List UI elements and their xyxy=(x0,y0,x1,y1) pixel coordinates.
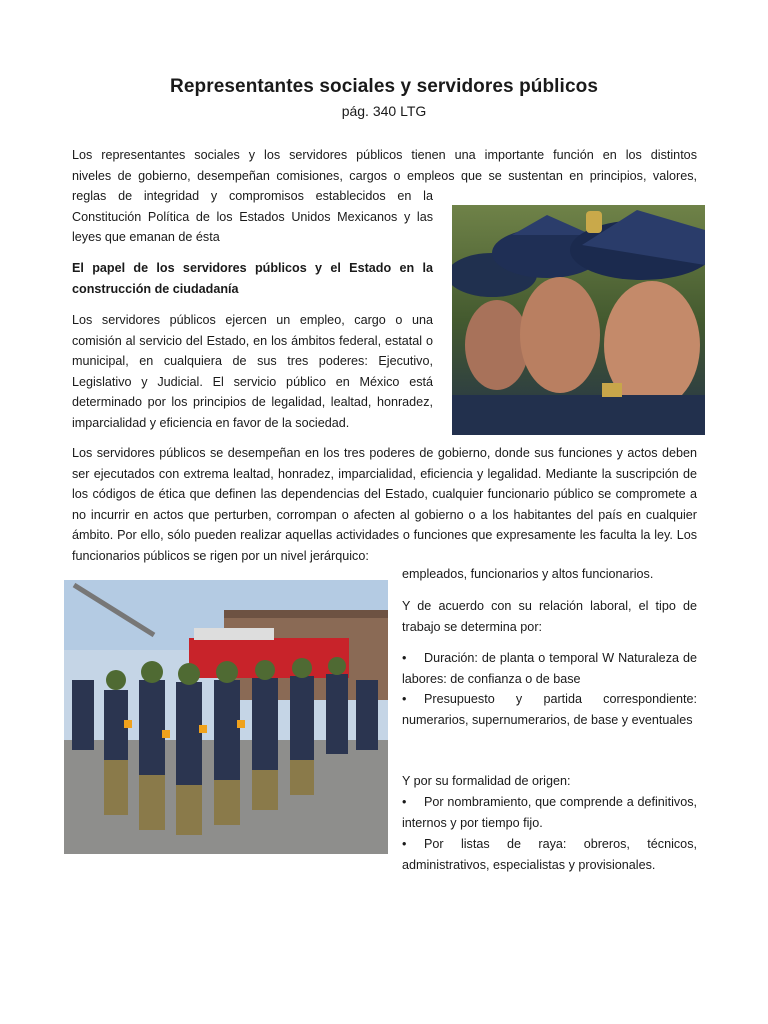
police-officers-photo xyxy=(452,205,705,435)
formalidad-item-1 xyxy=(402,792,697,833)
servidores-paragraph: Los servidores públicos ejercen un empleo, cargo o una comisión al servicio del Estado, en los ámbitos federal, estatal o municipal, en cualquiera de sus tres poderes: Ejecutivo, Legislativo y Judicial. El servicio público en México está determinado por los principios de legalidad, lealtad, honradez, imparcialidad y eficiencia en favor de la sociedad. xyxy=(72,313,433,430)
poderes-paragraph: Los servidores públicos se desempeñan en los tres poderes de gobierno, donde sus funciones y actos deben ser ejecutados con extrema lealtad, honradez, imparcialidad, eficiencia y legalidad. Mediante la suscripción de los códigos de ética que definen las dependencias del Estado, cualquier funcionario público se compromete a no incurrir en actos que perturben, corrompan o afecten al gobierno o a los habitantes del país en cualquier ámbito. Por ello, sólo pueden realizar aquellas actividades o funciones que expresamente les faculta la ley. Los funcionarios públicos se rigen por un nivel jerárquico: xyxy=(72,446,697,563)
formalidad-item-2 xyxy=(402,834,697,875)
relacion-laboral-intro: Y de acuerdo con su relación laboral, el tipo de trabajo se determina por: xyxy=(402,599,697,634)
bullet-glyph: • xyxy=(402,651,407,665)
bullet-glyph: • xyxy=(402,795,407,809)
relacion-laboral-item-1 xyxy=(402,648,697,689)
section-heading: El papel de los servidores públicos y el Estado en la construcción de ciudadanía xyxy=(72,261,433,296)
intro-line-1: Los representantes sociales y los servidores públicos tienen una importante función en los distintos xyxy=(72,148,697,162)
formalidad-intro: Y por su formalidad de origen: xyxy=(402,774,571,788)
relacion-laboral-item-text: Presupuesto y partida correspondiente: numerarios, supernumerarios, de base y eventuales xyxy=(402,692,697,727)
page-subtitle: pág. 340 LTG xyxy=(341,103,427,119)
bullet-glyph: • xyxy=(402,692,407,706)
intro-line-2: niveles de gobierno, desempeñan comisiones, cargos o empleos que se sustentan en principios, valores, xyxy=(72,168,697,183)
formalidad-item-text: Por nombramiento, que comprende a definitivos, internos y por tiempo fijo. xyxy=(402,795,697,830)
formalidad-item-text: Por listas de raya: obreros, técnicos, administrativos, especialistas y provisionales. xyxy=(402,837,697,872)
intro-rest: reglas de integridad y compromisos establecidos en la Constitución Política de los Estados Unidos Mexicanos y las leyes que emanan de ésta xyxy=(72,189,433,245)
firefighters-photo xyxy=(64,580,388,854)
relacion-laboral-item-2 xyxy=(402,689,697,730)
bullet-glyph: • xyxy=(402,837,407,851)
page-title: Representantes sociales y servidores públicos xyxy=(170,76,598,97)
relacion-laboral-item-text: Duración: de planta o temporal W Naturaleza de labores: de confianza o de base xyxy=(402,651,697,686)
poderes-tail: empleados, funcionarios y altos funcionarios. xyxy=(402,567,654,581)
